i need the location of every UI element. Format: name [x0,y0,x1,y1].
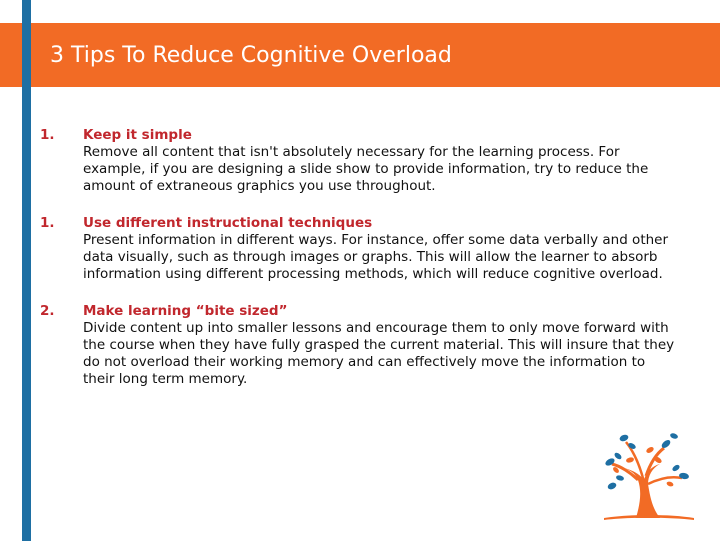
banner-accent-stripe [22,23,31,87]
tip-heading: Use different instructional techniques [83,215,373,231]
tip-number: 1. [40,215,55,231]
tree-logo-icon [590,426,700,524]
tip-item [40,127,680,195]
tip-heading: Make learning “bite sized” [83,303,288,319]
tip-content [83,127,680,195]
tip-content [83,215,680,283]
tips-list [40,127,680,408]
tip-item [40,303,680,388]
tip-body: Divide content up into smaller lessons and encourage them to only move forward with the course when they have fully grasped the current material. This will insure that they do not overload their working memory and can effectively move the information to their long term memory. [83,320,675,387]
tip-number: 2. [40,303,55,319]
tip-item [40,215,680,283]
tip-body: Present information in different ways. For instance, offer some data verbally and other data visually, such as through images or graphs. This will allow the learner to absorb information using different processing methods, which will reduce cognitive overload. [83,232,669,282]
tip-body: Remove all content that isn't absolutely necessary for the learning process. For example, if you are designing a slide show to provide information, try to reduce the amount of extraneous graphics you use throughout. [83,144,649,194]
tip-number: 1. [40,127,55,143]
slide-title: 3 Tips To Reduce Cognitive Overload [50,43,452,68]
tip-heading: Keep it simple [83,127,192,143]
tip-content [83,303,680,388]
